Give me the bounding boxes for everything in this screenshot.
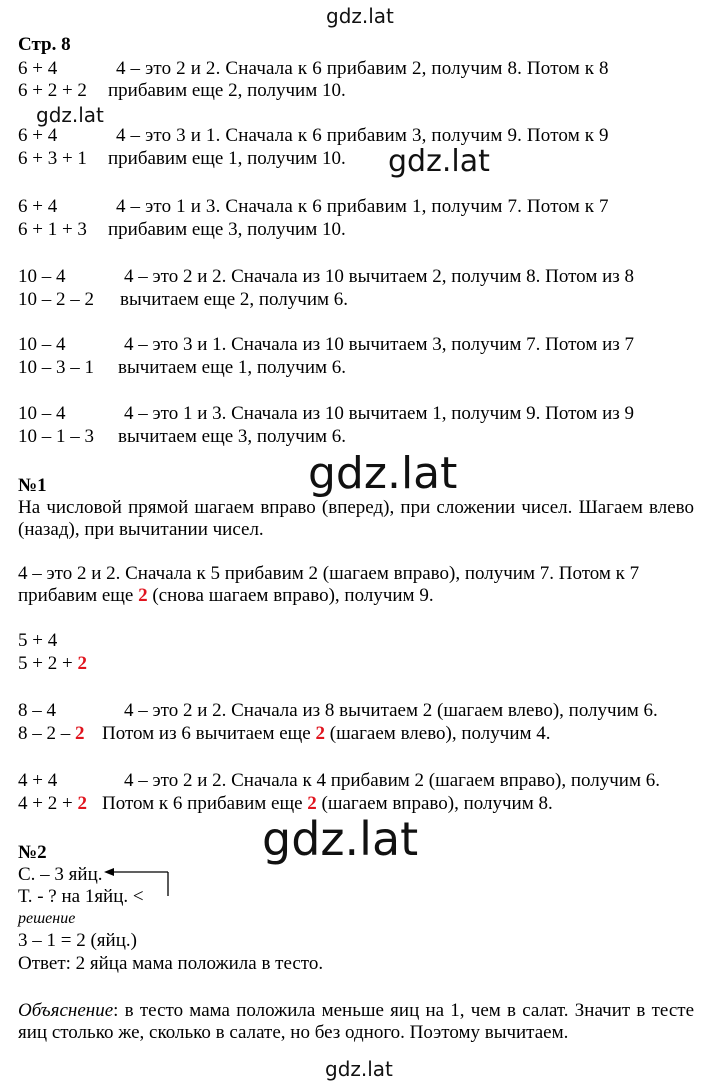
explanation-line: прибавим еще 3, получим 10.	[108, 219, 346, 240]
expression: 8 – 2 – 2	[18, 723, 85, 744]
highlight-number: 2	[77, 653, 87, 674]
explanation-line: вычитаем еще 3, получим 6.	[118, 426, 347, 447]
explanation-line: 4 – это 1 и 3. Сначала из 10 вычитаем 1, получим 9. Потом из 9	[124, 403, 635, 424]
expression: 10 – 4	[18, 403, 66, 424]
expression: 6 + 4	[18, 125, 58, 146]
watermark: gdz.lat	[388, 144, 490, 179]
expression: 10 – 4	[18, 266, 66, 287]
explanation-paragraph: Объяснение: в тесто мама положила меньше яиц на 1, чем в салат. Значит в тесте яиц столько же, сколько в салате, но без одного. Поэтому вычитаем.	[18, 1000, 694, 1043]
expression: 5 + 2 + 2	[18, 653, 87, 674]
answer: Ответ: 2 яйца мама положила в тесто.	[18, 953, 324, 974]
explanation-line: 4 – это 2 и 2. Сначала из 8 вычитаем 2 (шагаем влево), получим 6.	[124, 700, 658, 721]
expression: 10 – 2 – 2	[18, 289, 94, 310]
explanation-line: Потом из 6 вычитаем еще 2 (шагаем влево), получим 4.	[102, 723, 551, 744]
highlight-number: 2	[307, 793, 317, 814]
expression: 4 + 4	[18, 770, 58, 791]
expression: 5 + 4	[18, 630, 58, 651]
equation: 3 – 1 = 2 (яйц.)	[18, 930, 137, 951]
explanation-line: вычитаем еще 2, получим 6.	[120, 289, 349, 310]
page-title: Стр. 8	[18, 34, 71, 55]
expression: 6 + 4	[18, 196, 58, 217]
highlight-number: 2	[77, 793, 87, 814]
explanation-line: вычитаем еще 1, получим 6.	[118, 357, 347, 378]
expression: 4 + 2 + 2	[18, 793, 87, 814]
explanation-line: прибавим еще 1, получим 10.	[108, 148, 346, 169]
explanation-line: прибавим еще 2, получим 10.	[108, 80, 346, 101]
watermark: gdz.lat	[326, 4, 394, 28]
explanation-line: 4 – это 2 и 2. Сначала к 5 прибавим 2 (шагаем вправо), получим 7. Потом к 7	[18, 563, 640, 584]
explanation-line: 4 – это 1 и 3. Сначала к 6 прибавим 1, получим 7. Потом к 7	[116, 196, 609, 217]
watermark: gdz.lat	[325, 1057, 393, 1081]
explanation-line: 4 – это 3 и 1. Сначала к 6 прибавим 3, получим 9. Потом к 9	[116, 125, 609, 146]
expression: 10 – 1 – 3	[18, 426, 94, 447]
highlight-number: 2	[75, 723, 85, 744]
explanation-line: 4 – это 2 и 2. Сначала из 10 вычитаем 2, получим 8. Потом из 8	[124, 266, 635, 287]
expression: 6 + 1 + 3	[18, 219, 87, 240]
watermark: gdz.lat	[308, 448, 458, 499]
condition-line: Т. - ? на 1яйц. <	[18, 886, 144, 907]
task-number: №2	[18, 842, 47, 863]
solution-label: решение	[18, 910, 76, 927]
watermark: gdz.lat	[262, 812, 419, 866]
explanation-label: Объяснение	[18, 1000, 114, 1021]
explanation-line: Потом к 6 прибавим еще 2 (шагаем вправо), получим 8.	[102, 793, 553, 814]
highlight-number: 2	[138, 585, 148, 606]
expression: 6 + 2 + 2	[18, 80, 87, 101]
condition-line: С. – 3 яйц.	[18, 864, 103, 885]
explanation-line: 4 – это 2 и 2. Сначала к 4 прибавим 2 (шагаем вправо), получим 6.	[124, 770, 660, 791]
task-intro: На числовой прямой шагаем вправо (вперед), при сложении чисел. Шагаем влево (назад), при вычитании чисел.	[18, 497, 694, 540]
explanation-line: прибавим еще 2 (снова шагаем вправо), получим 9.	[18, 585, 434, 606]
explanation-line: 4 – это 2 и 2. Сначала к 6 прибавим 2, получим 8. Потом к 8	[116, 58, 609, 79]
comparison-arrow-icon	[104, 866, 174, 900]
expression: 10 – 3 – 1	[18, 357, 94, 378]
expression: 8 – 4	[18, 700, 56, 721]
highlight-number: 2	[315, 723, 325, 744]
expression: 6 + 3 + 1	[18, 148, 87, 169]
expression: 6 + 4	[18, 58, 58, 79]
watermark: gdz.lat	[36, 103, 104, 127]
expression: 10 – 4	[18, 334, 66, 355]
explanation-line: 4 – это 3 и 1. Сначала из 10 вычитаем 3, получим 7. Потом из 7	[124, 334, 635, 355]
task-number: №1	[18, 475, 47, 496]
